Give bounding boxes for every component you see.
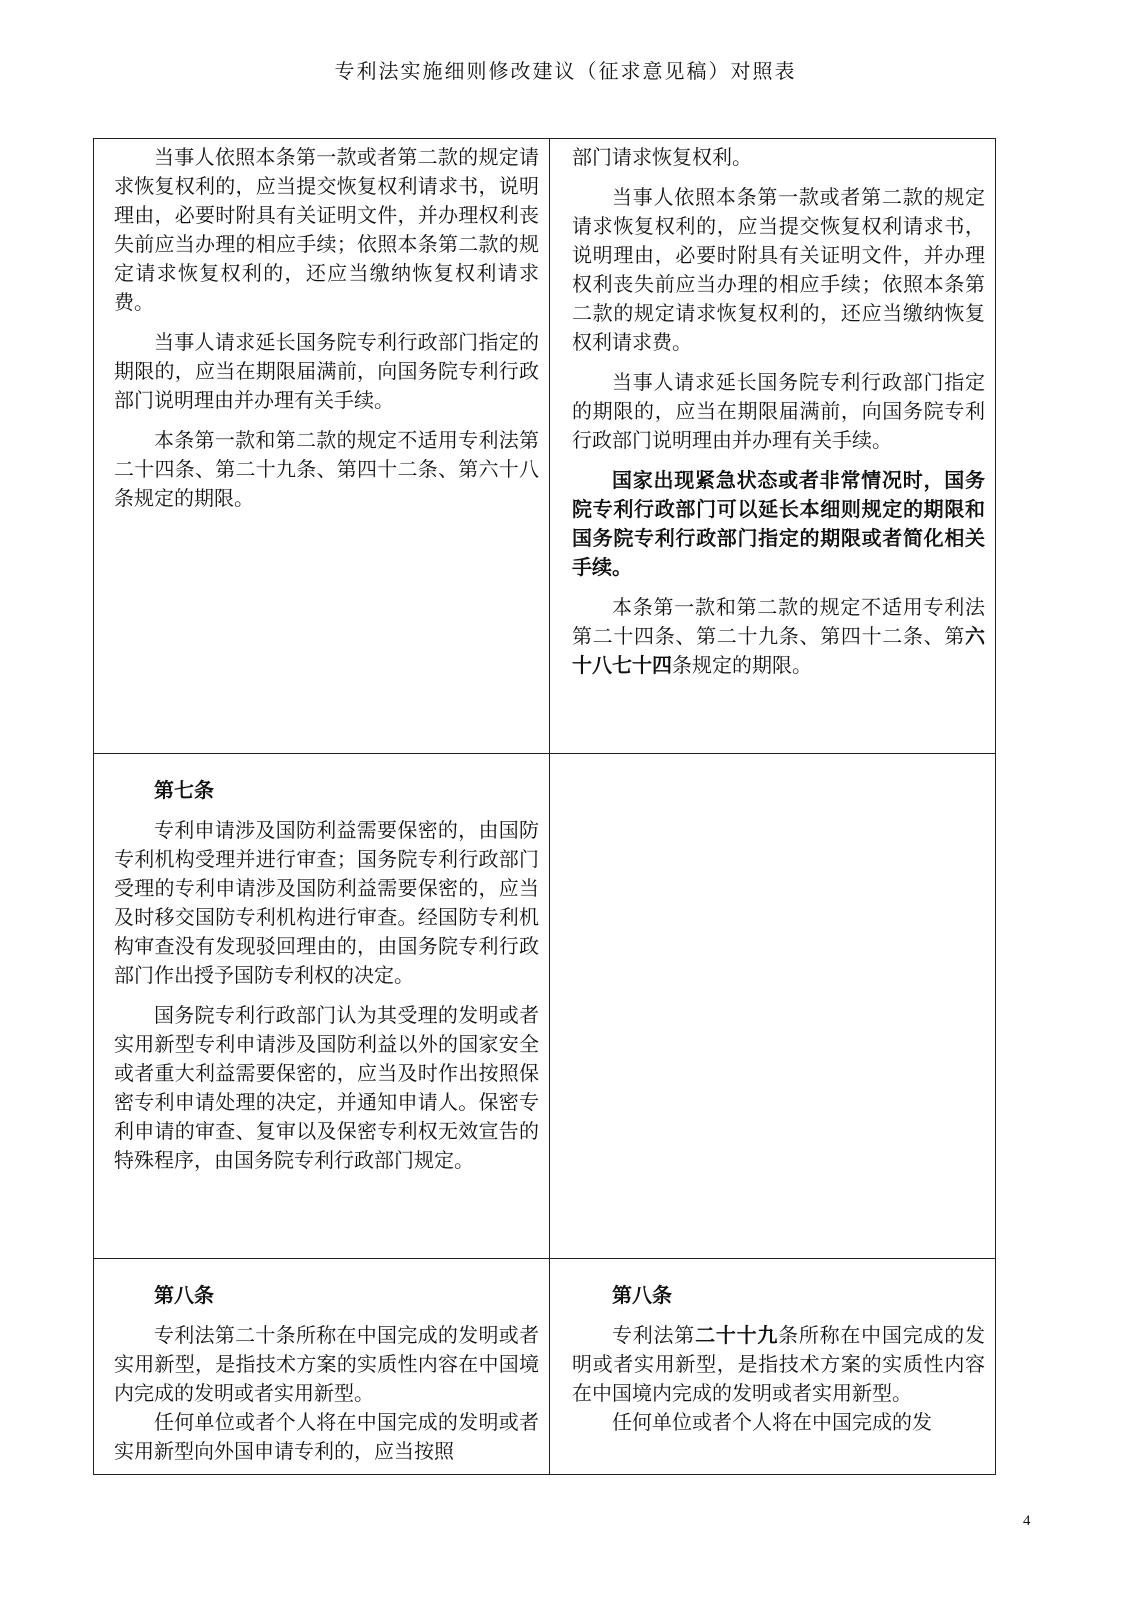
- table-row: [94, 139, 995, 753]
- amended-text: 二十十九: [695, 1323, 779, 1347]
- article-heading: 第八条: [612, 1283, 672, 1307]
- amended-text: 六十八七十四: [572, 624, 985, 677]
- paragraph: [572, 1321, 985, 1408]
- text-run: 专利法第: [612, 1323, 696, 1347]
- page-number: 4: [1023, 1513, 1031, 1529]
- paragraph: 国务院专利行政部门认为其受理的发明或者实用新型专利申请涉及国防利益以外的国家安全或者重大利益需要保密的，应当及时作出按照保密专利申请处理的决定，并通知申请人。保密专利申请的审查、复审以及保密专利权无效宣告的特殊程序，由国务院专利行政部门规定。: [114, 1003, 539, 1172]
- table-row: [94, 1258, 995, 1474]
- revised-text-cell-empty: [550, 754, 995, 1258]
- text-run: 本条第一款和第二款的规定不适用专利法第二十四条、第二十九条、第四十二条、第: [572, 595, 985, 648]
- original-text-cell: [94, 1259, 550, 1474]
- paragraph: 当事人请求延长国务院专利行政部门指定的期限的，应当在期限届满前，向国务院专利行政部门说明理由并办理有关手续。: [572, 370, 985, 452]
- original-text-cell: [94, 754, 550, 1258]
- original-text-cell: [94, 139, 550, 753]
- paragraph: 部门请求恢复权利。: [572, 145, 752, 169]
- article-heading: 第八条: [154, 1283, 214, 1307]
- comparison-table: [93, 138, 996, 1475]
- text-run: 条规定的期限。: [672, 653, 812, 677]
- paragraph: 专利法第二十条所称在中国完成的发明或者实用新型，是指技术方案的实质性内容在中国境内完成的发明或者实用新型。: [114, 1323, 539, 1405]
- paragraph: 本条第一款和第二款的规定不适用专利法第二十四条、第二十九条、第四十二条、第六十八条规定的期限。: [114, 428, 539, 510]
- paragraph: 当事人请求延长国务院专利行政部门指定的期限的，应当在期限届满前，向国务院专利行政部门说明理由并办理有关手续。: [114, 330, 539, 412]
- table-row: [94, 753, 995, 1258]
- text-run: 条所称在中国完成的发明或者实用新型，是指技术方案的实质性内容在中国境内完成的发明或者实用新型。: [572, 1323, 986, 1405]
- paragraph: 任何单位或者个人将在中国完成的发明或者实用新型向外国申请专利的，应当按照: [114, 1410, 539, 1463]
- revised-text-cell: [550, 139, 995, 753]
- added-paragraph: 国家出现紧急状态或者非常情况时，国务院专利行政部门可以延长本细则规定的期限和国务院专利行政部门指定的期限或者简化相关手续。: [572, 468, 985, 579]
- page-title: 专利法实施细则修改建议（征求意见稿）对照表: [334, 59, 797, 83]
- paragraph: 当事人依照本条第一款或者第二款的规定请求恢复权利的，应当提交恢复权利请求书，说明理由，必要时附具有关证明文件，并办理权利丧失前应当办理的相应手续；依照本条第二款的规定请求恢复权利的，还应当缴纳恢复权利请求费。: [114, 145, 539, 314]
- article-heading: 第七条: [154, 778, 214, 802]
- paragraph: 专利申请涉及国防利益需要保密的，由国防专利机构受理并进行审查；国务院专利行政部门受理的专利申请涉及国防利益需要保密的，应当及时移交国防专利机构进行审查。经国防专利机构审查没有发现驳回理由的，由国务院专利行政部门作出授予国防专利权的决定。: [114, 818, 539, 987]
- paragraph: [572, 593, 985, 680]
- paragraph: 任何单位或者个人将在中国完成的发: [612, 1410, 932, 1434]
- paragraph: 当事人依照本条第一款或者第二款的规定请求恢复权利的，应当提交恢复权利请求书，说明理由，必要时附具有关证明文件，并办理权利丧失前应当办理的相应手续；依照本条第二款的规定请求恢复权利的，还应当缴纳恢复权利请求费。: [572, 185, 985, 354]
- revised-text-cell: [550, 1259, 995, 1474]
